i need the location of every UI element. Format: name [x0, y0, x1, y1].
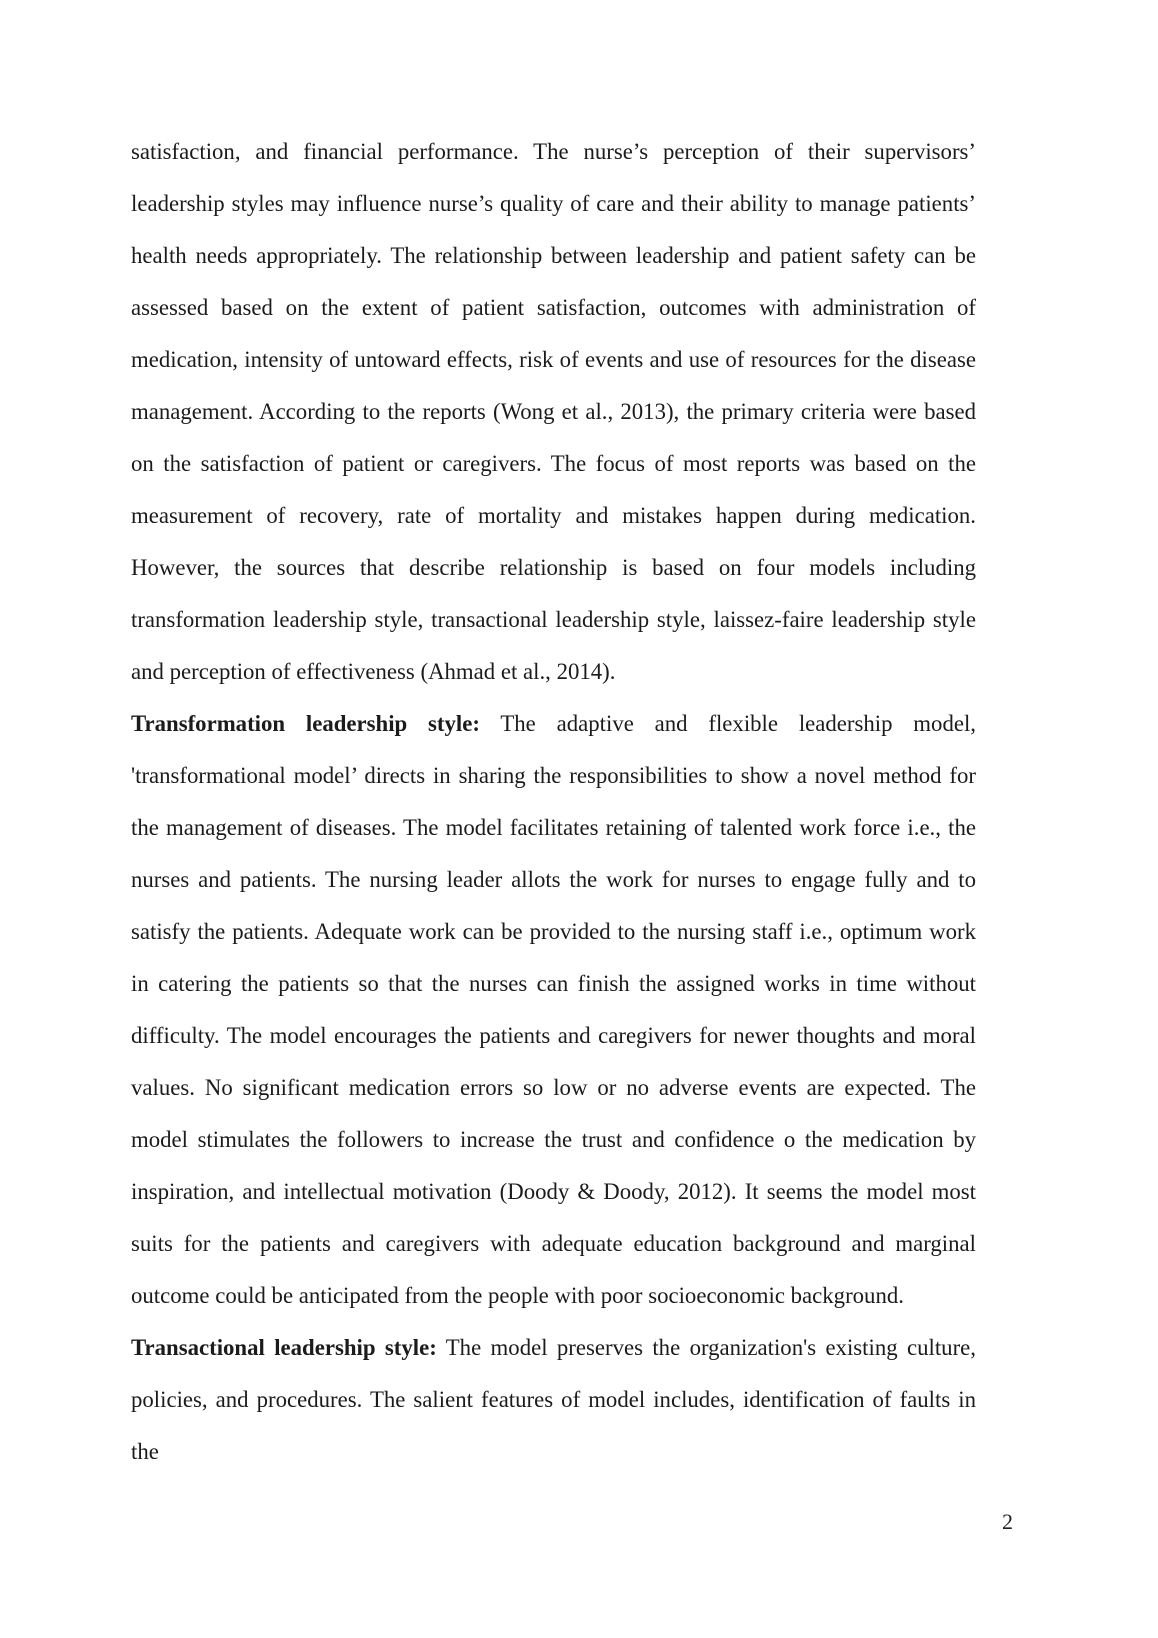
paragraph: [131, 1322, 976, 1478]
paragraph: [131, 126, 976, 698]
paragraph-text: The adaptive and flexible leadership model, 'transformational model’ directs in sharing the responsibilities to show a novel method for the management of diseases. The model facilitates retaining of talented work force i.e., the nurses and patients. The nursing leader allots the work for nurses to engage fully and to satisfy the patients. Adequate work can be provided to the nursing staff i.e., optimum work in catering the patients so that the nurses can finish the assigned works in time without difficulty. The model encourages the patients and caregivers for newer thoughts and moral values. No significant medication errors so low or no adverse events are expected. The model stimulates the followers to increase the trust and confidence o the medication by inspiration, and intellectual motivation (Doody & Doody, 2012). It seems the model most suits for the patients and caregivers with adequate education background and marginal outcome could be anticipated from the people with poor socioeconomic background.: [131, 711, 976, 1308]
paragraph-lead: Transactional leadership style:: [131, 1335, 437, 1360]
paragraph: [131, 698, 976, 1322]
paragraph-text: satisfaction, and financial performance. The nurse’s perception of their supervisors’ leadership styles may influence nurse’s quality of care and their ability to manage patients’ health needs appropriately. The relationship between leadership and patient safety can be assessed based on the extent of patient satisfaction, outcomes with administration of medication, intensity of untoward effects, risk of events and use of resources for the disease management. According to the reports (Wong et al., 2013), the primary criteria were based on the satisfaction of patient or caregivers. The focus of most reports was based on the measurement of recovery, rate of mortality and mistakes happen during medication. However, the sources that describe relationship is based on four models including transformation leadership style, transactional leadership style, laissez-faire leadership style and perception of effectiveness (Ahmad et al., 2014).: [131, 139, 976, 684]
page-number: 2: [1002, 1509, 1013, 1534]
paragraph-lead: Transformation leadership style:: [131, 711, 480, 736]
paragraph-text: The model preserves the organization's existing culture, policies, and procedures. The salient features of model includes, identification of faults in the: [131, 1335, 976, 1464]
page-body-text: [131, 126, 976, 1478]
